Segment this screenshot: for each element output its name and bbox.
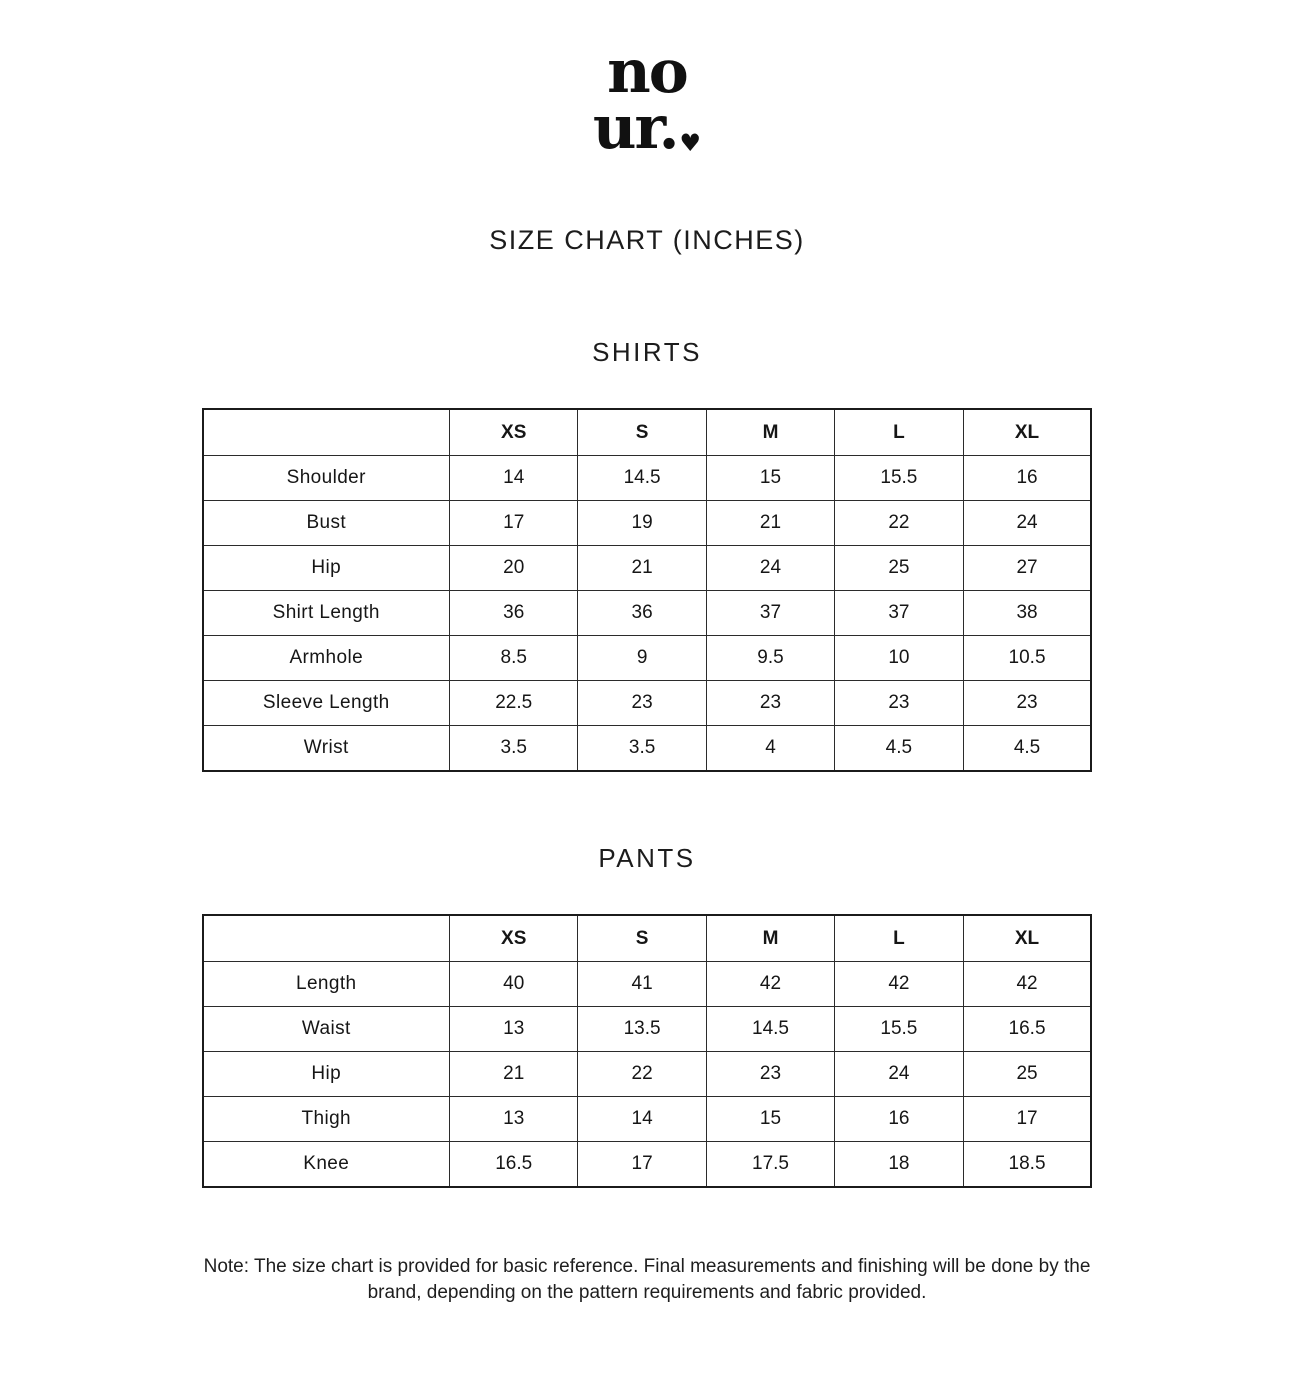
cell: 18.5 bbox=[963, 1142, 1091, 1188]
cell: 14.5 bbox=[706, 1007, 834, 1052]
table-row-bust bbox=[203, 501, 1092, 546]
cell: 21 bbox=[706, 501, 834, 546]
shirts-header-row bbox=[203, 409, 1092, 456]
cell: 17 bbox=[450, 501, 578, 546]
cell: 36 bbox=[450, 591, 578, 636]
cell: 14 bbox=[578, 1097, 706, 1142]
cell: 9 bbox=[578, 636, 706, 681]
cell: 21 bbox=[450, 1052, 578, 1097]
cell: 14 bbox=[450, 456, 578, 501]
cell: 16.5 bbox=[450, 1142, 578, 1188]
cell: 9.5 bbox=[706, 636, 834, 681]
footnote-line-1: Note: The size chart is provided for basic reference. Final measurements and finishing will be done by the bbox=[203, 1256, 1091, 1277]
heart-icon: ♥ bbox=[679, 129, 702, 157]
row-label: Wrist bbox=[203, 726, 450, 772]
table-row-wrist bbox=[203, 726, 1092, 772]
size-header-m: M bbox=[706, 409, 834, 456]
cell: 17 bbox=[963, 1097, 1091, 1142]
size-header-xl: XL bbox=[963, 915, 1091, 962]
cell: 23 bbox=[706, 1052, 834, 1097]
size-header-s: S bbox=[578, 409, 706, 456]
cell: 42 bbox=[706, 962, 834, 1007]
cell: 4.5 bbox=[835, 726, 963, 772]
logo-line-2 bbox=[0, 93, 1294, 168]
brand-logo bbox=[0, 0, 1294, 168]
size-header-m: M bbox=[706, 915, 834, 962]
cell: 23 bbox=[963, 681, 1091, 726]
cell: 22.5 bbox=[450, 681, 578, 726]
pants-section-heading: PANTS bbox=[598, 843, 696, 873]
cell: 4.5 bbox=[963, 726, 1091, 772]
row-label: Shirt Length bbox=[203, 591, 450, 636]
cell: 10 bbox=[835, 636, 963, 681]
cell: 40 bbox=[450, 962, 578, 1007]
cell: 13 bbox=[450, 1007, 578, 1052]
size-header-l: L bbox=[835, 409, 963, 456]
row-label: Bust bbox=[203, 501, 450, 546]
cell: 15 bbox=[706, 1097, 834, 1142]
row-label: Hip bbox=[203, 546, 450, 591]
table-row-shirt-length bbox=[203, 591, 1092, 636]
cell: 23 bbox=[706, 681, 834, 726]
size-header-l: L bbox=[835, 915, 963, 962]
cell: 24 bbox=[706, 546, 834, 591]
cell: 22 bbox=[578, 1052, 706, 1097]
logo-line-1: no bbox=[607, 37, 687, 107]
corner-cell bbox=[203, 915, 450, 962]
cell: 13 bbox=[450, 1097, 578, 1142]
cell: 37 bbox=[706, 591, 834, 636]
table-row-armhole bbox=[203, 636, 1092, 681]
cell: 22 bbox=[835, 501, 963, 546]
cell: 21 bbox=[578, 546, 706, 591]
cell: 8.5 bbox=[450, 636, 578, 681]
cell: 25 bbox=[835, 546, 963, 591]
table-row-thigh bbox=[203, 1097, 1092, 1142]
logo-text-ur: ur. bbox=[592, 93, 678, 163]
size-header-xs: XS bbox=[450, 915, 578, 962]
table-row-knee bbox=[203, 1142, 1092, 1188]
cell: 16 bbox=[963, 456, 1091, 501]
cell: 4 bbox=[706, 726, 834, 772]
cell: 38 bbox=[963, 591, 1091, 636]
cell: 37 bbox=[835, 591, 963, 636]
cell: 15.5 bbox=[835, 1007, 963, 1052]
cell: 17.5 bbox=[706, 1142, 834, 1188]
cell: 41 bbox=[578, 962, 706, 1007]
row-label: Armhole bbox=[203, 636, 450, 681]
row-label: Thigh bbox=[203, 1097, 450, 1142]
size-header-xs: XS bbox=[450, 409, 578, 456]
cell: 24 bbox=[963, 501, 1091, 546]
cell: 23 bbox=[835, 681, 963, 726]
footnote-line-2: brand, depending on the pattern requirements and fabric provided. bbox=[367, 1282, 927, 1303]
cell: 16.5 bbox=[963, 1007, 1091, 1052]
cell: 42 bbox=[835, 962, 963, 1007]
cell: 18 bbox=[835, 1142, 963, 1188]
cell: 42 bbox=[963, 962, 1091, 1007]
row-label: Shoulder bbox=[203, 456, 450, 501]
table-row-length bbox=[203, 962, 1092, 1007]
row-label: Knee bbox=[203, 1142, 450, 1188]
row-label: Length bbox=[203, 962, 450, 1007]
pants-size-table bbox=[202, 914, 1093, 1188]
table-row-hip bbox=[203, 546, 1092, 591]
page-title: SIZE CHART (INCHES) bbox=[489, 225, 805, 255]
cell: 3.5 bbox=[578, 726, 706, 772]
cell: 23 bbox=[578, 681, 706, 726]
table-row-hip bbox=[203, 1052, 1092, 1097]
cell: 16 bbox=[835, 1097, 963, 1142]
table-row-sleeve-length bbox=[203, 681, 1092, 726]
cell: 27 bbox=[963, 546, 1091, 591]
cell: 36 bbox=[578, 591, 706, 636]
cell: 13.5 bbox=[578, 1007, 706, 1052]
cell: 25 bbox=[963, 1052, 1091, 1097]
footnote bbox=[0, 1254, 1294, 1306]
cell: 20 bbox=[450, 546, 578, 591]
size-header-xl: XL bbox=[963, 409, 1091, 456]
cell: 14.5 bbox=[578, 456, 706, 501]
cell: 24 bbox=[835, 1052, 963, 1097]
size-header-s: S bbox=[578, 915, 706, 962]
row-label: Sleeve Length bbox=[203, 681, 450, 726]
cell: 15.5 bbox=[835, 456, 963, 501]
shirts-section-heading: SHIRTS bbox=[592, 337, 702, 367]
corner-cell bbox=[203, 409, 450, 456]
shirts-size-table bbox=[202, 408, 1093, 772]
cell: 17 bbox=[578, 1142, 706, 1188]
cell: 10.5 bbox=[963, 636, 1091, 681]
table-row-waist bbox=[203, 1007, 1092, 1052]
cell: 19 bbox=[578, 501, 706, 546]
pants-header-row bbox=[203, 915, 1092, 962]
table-row-shoulder bbox=[203, 456, 1092, 501]
row-label: Waist bbox=[203, 1007, 450, 1052]
row-label: Hip bbox=[203, 1052, 450, 1097]
cell: 3.5 bbox=[450, 726, 578, 772]
cell: 15 bbox=[706, 456, 834, 501]
